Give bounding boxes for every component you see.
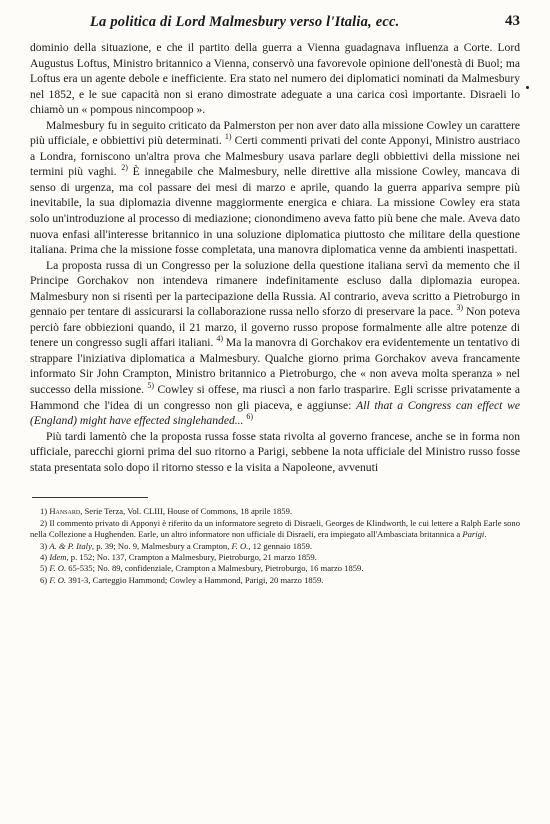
text-run: 4) [40,551,50,562]
text-run: 65-535; No. 89, confidenziale, Crampton a Malmesbury, Pietroburgo, 16 marzo 1859. [66,563,364,574]
text-run: Malmesbury fu in seguito criticato da Palmerston per non aver dato alla missione Cowley un carattere più ufficiale, e obbiettivi più determinati. [30,118,520,148]
footnote-separator [32,497,148,498]
text-run: Certi commenti privati del conte Apponyi, Ministro austriaco a Londra, forniscono un'altra prova che Malmesbury usava parlare degli obbiettivi della missione nei termini più vaghi. [30,134,521,179]
text-run: dominio della situazione, e che il partito della guerra a Vienna guadagnava influenza a Corte. Lord Augustus Loftus, Ministro britannico a Vienna, conservò una favorevole opinione dell'onestà di Buol; ma Loftus era un agente debole e inefficiente. Era stato nel numero dei diplomatici nominati da Malmesbury nel 1852, e le sue capacità non si erano dimostrate adeguate a una carica così importante. Disraeli lo chiamò un « pompous nincompoop ». [30,41,520,117]
footnote-reference: 1) [224,132,232,142]
paragraph [30,258,520,429]
italic-text: Parigi [462,529,485,540]
text-run: Ma la manovra di Gorchakov era evidentemente un tentativo di strappare l'iniziativa diplomatica a Malmesbury. Qualche giorno prima Gorchakov aveva francamente informato Sir John Crampton, Ministro britannico a Pietroburgo, che « non aveva molta speranza » nel successo della missione. [30,336,520,397]
italic-text: F. O. [49,574,67,585]
text-run: , p. 152; No. 137, Crampton a Malmesbury, Pietroburgo, 21 marzo 1859. [66,551,317,562]
footnote [30,541,520,552]
text-run: 391-3, Carteggio Hammond; Cowley a Hammond, Parigi, 20 marzo 1859. [66,574,324,585]
italic-text: Idem [49,551,67,562]
text-run: Cowley si offese, ma riuscì a non farlo trasparire. Egli scrisse privatamente a Hammond che l'idea di un congresso non gli piaceva, e aggiunse: [30,383,520,412]
italic-text: All that a Congress can effect we (England) might have effected singlehanded... [30,398,520,428]
text-run: 1) [40,506,50,517]
paragraph [30,40,520,118]
running-title: La politica di Lord Malmesbury verso l'Italia, ecc. [90,14,400,30]
footnotes [30,506,520,586]
footnote [30,563,520,574]
text-run: , p. 39; No. 9, Malmesbury a Crampton, [91,540,232,551]
smallcaps-text: Hansard [49,506,81,517]
footnote [30,506,520,517]
italic-text: F. O. [49,563,67,574]
text-run: 2) Il commento privato di Apponyi è riferito da un informatore segreto di Disraeli, Georges de Klindworth, le cui lettere a Ralph Earle sono nella Collezione a Hughenden. Earle, un altro informatore non ufficiale di Disraeli, era impiegato all'Ambasciata britannica a [30,517,520,540]
footnote-reference: 2) [121,163,128,173]
text-run: 3) [40,540,50,551]
text-run: Più tardi lamentò che la proposta russa fosse stata rivolta al governo francese, anche se in forma non ufficiale, parecchi giorni prima del suo ritorno a Parigi, sebbene la nota ufficiale del Ministro russo fosse stata presentata solo dopo il ritorno stesso e la visita a Napoleone, avvenuti [30,429,520,474]
book-page [30,12,520,586]
footnote-reference: 6) [246,412,254,422]
text-run: È innegabile che Malmesbury, nelle direttive alla missione Cowley, mancava di senso di urgenza, ma col passare dei mesi di marzo e aprile, quando la guerra appariva sempre più inevitabile, la sua diplomazia divenne maggiormente energica e chiara. La missione Cowley era stata solo un'introduzione al processo di mediazione; cionondimeno aveva fatto più bene che male. Aveva dato nuova enfasi all'interesse britannico in una soluzione diplomatica piuttosto che militare della questione italiana. Prima che la missione fosse completata, una manovra diplomatica venne da ambienti inaspettati. [30,165,520,257]
page-header [30,12,520,38]
page-number: 43 [505,13,520,29]
footnote-reference: 4) [216,334,223,344]
text-run: , Serie Terza, Vol. CLIII, House of Commons, 18 aprile 1859. [80,506,293,517]
margin-mark [526,86,529,89]
text-run: . [484,529,487,540]
footnote [30,575,520,586]
text-run: , 12 gennaio 1859. [248,540,313,551]
footnote [30,552,520,563]
footnote [30,518,520,541]
footnote-reference: 5) [147,381,155,391]
text-run: 6) [40,574,50,585]
text-run: La proposta russa di un Congresso per la soluzione della questione italiana servì da memento che il Principe Gorchakov non intendeva rimanere indefinitamente escluso dalla diplomazia europea. Malmesbury non si risentì per la partecipazione della Russia. Al contrario, aveva scritto a Pietroburgo in gennaio per tentare di assicurarsi la collaborazione russa nello sforzo di preservare la pace. [30,258,520,319]
footnote-reference: 3) [456,303,463,313]
body-text [30,40,520,475]
text-run: 5) [40,563,50,574]
text-run: Non poteva perciò fare obbiezioni quando, il 21 marzo, il governo russo propose formalmente alle altre potenze di tenere un congresso sugli affari italiani. [30,305,521,350]
italic-text: A. & P. Italy [49,540,92,551]
paragraph [30,118,520,258]
paragraph [30,429,520,476]
italic-text: F. O. [231,540,249,551]
